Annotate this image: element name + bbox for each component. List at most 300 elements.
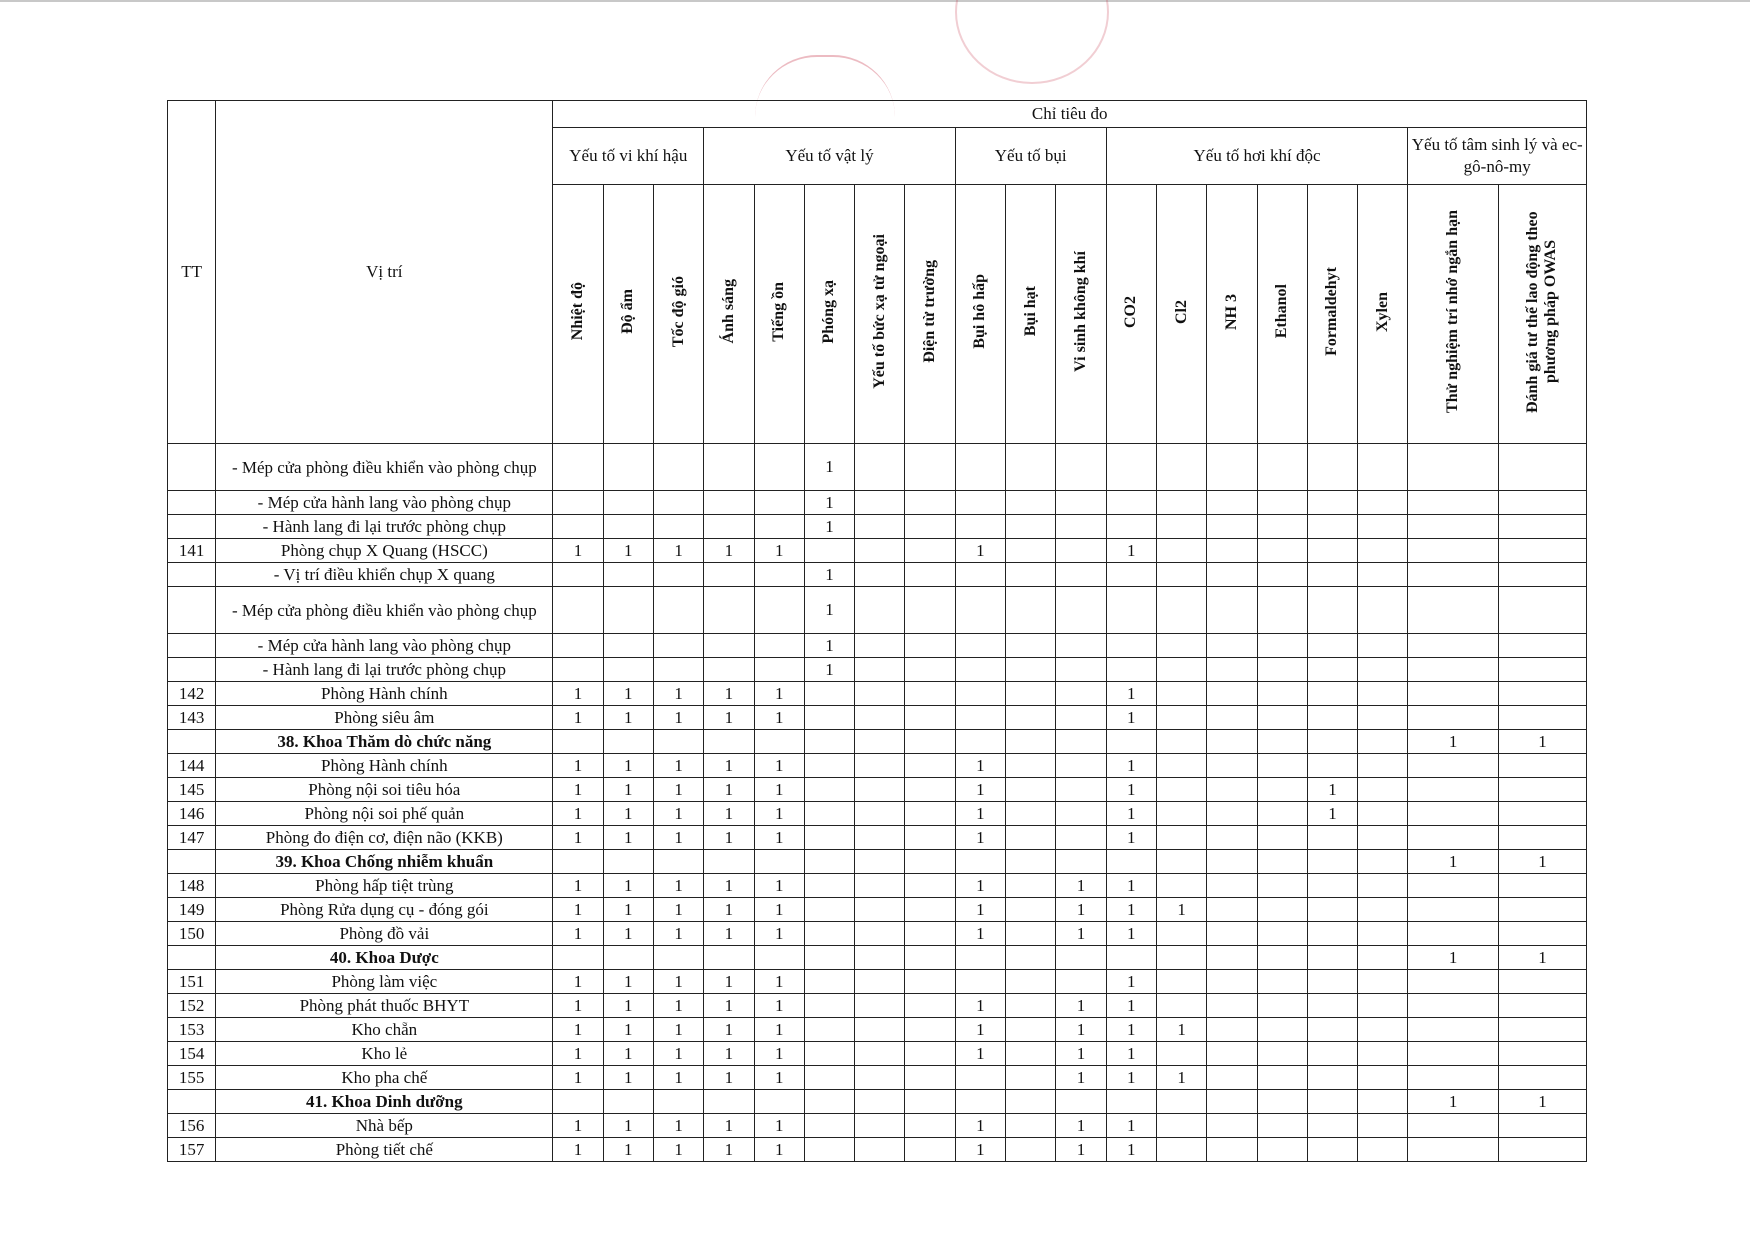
cell-mark <box>1307 491 1357 515</box>
cell-mark: 1 <box>553 1042 603 1066</box>
table-row <box>168 706 1587 730</box>
cell-mark <box>754 658 804 682</box>
row-tt: 147 <box>168 826 216 850</box>
cell-mark: 1 <box>553 778 603 802</box>
row-location: Phòng làm việc <box>216 970 553 994</box>
row-location: Phòng đồ vải <box>216 922 553 946</box>
row-location: Phòng tiết chế <box>216 1138 553 1162</box>
cell-mark <box>1056 730 1106 754</box>
cell-mark <box>1408 658 1499 682</box>
cell-mark <box>1307 1114 1357 1138</box>
cell-mark <box>1006 1042 1056 1066</box>
cell-mark <box>653 1090 703 1114</box>
cell-mark <box>855 491 905 515</box>
row-location: 39. Khoa Chống nhiễm khuẩn <box>216 850 553 874</box>
cell-mark <box>905 491 955 515</box>
header-column-label: Bụi hạt <box>1021 286 1039 337</box>
cell-mark <box>1307 1090 1357 1114</box>
cell-mark <box>804 826 854 850</box>
cell-mark <box>855 898 905 922</box>
cell-mark: 1 <box>653 922 703 946</box>
table-row <box>168 444 1587 491</box>
cell-mark: 1 <box>704 778 754 802</box>
row-tt: 148 <box>168 874 216 898</box>
cell-mark <box>1498 826 1586 850</box>
cell-mark <box>1257 587 1307 634</box>
cell-mark <box>1498 444 1586 491</box>
cell-mark: 1 <box>955 874 1005 898</box>
table-row <box>168 778 1587 802</box>
cell-mark: 1 <box>704 706 754 730</box>
cell-mark <box>1106 658 1156 682</box>
cell-mark: 1 <box>553 1018 603 1042</box>
cell-mark <box>1207 802 1257 826</box>
cell-mark <box>704 515 754 539</box>
cell-mark <box>603 658 653 682</box>
cell-mark <box>1056 444 1106 491</box>
cell-mark: 1 <box>1498 850 1586 874</box>
cell-mark <box>1358 802 1408 826</box>
cell-mark <box>804 1042 854 1066</box>
cell-mark <box>1257 1042 1307 1066</box>
cell-mark <box>1207 994 1257 1018</box>
row-tt <box>168 634 216 658</box>
row-tt: 143 <box>168 706 216 730</box>
row-location: 40. Khoa Dược <box>216 946 553 970</box>
row-location: Phòng Rửa dụng cụ - đóng gói <box>216 898 553 922</box>
cell-mark <box>1156 1114 1206 1138</box>
row-tt: 156 <box>168 1114 216 1138</box>
cell-mark <box>804 754 854 778</box>
cell-mark <box>1056 754 1106 778</box>
cell-mark <box>804 730 854 754</box>
row-tt <box>168 1090 216 1114</box>
cell-mark <box>1106 491 1156 515</box>
cell-mark <box>1307 850 1357 874</box>
cell-mark <box>1358 1066 1408 1090</box>
table-row <box>168 682 1587 706</box>
cell-mark <box>855 563 905 587</box>
cell-mark <box>1408 994 1499 1018</box>
page-top-border <box>0 0 1750 2</box>
cell-mark <box>653 634 703 658</box>
cell-mark: 1 <box>653 1042 703 1066</box>
header-column-label: Ánh sáng <box>719 279 737 344</box>
cell-mark <box>1207 706 1257 730</box>
cell-mark: 1 <box>1498 946 1586 970</box>
cell-mark <box>955 587 1005 634</box>
cell-mark <box>905 706 955 730</box>
cell-mark: 1 <box>955 922 1005 946</box>
row-location: Phòng Hành chính <box>216 754 553 778</box>
cell-mark <box>1358 444 1408 491</box>
cell-mark: 1 <box>1056 994 1106 1018</box>
table-row <box>168 1018 1587 1042</box>
cell-mark <box>1408 1066 1499 1090</box>
cell-mark <box>1498 1114 1586 1138</box>
row-tt <box>168 515 216 539</box>
cell-mark: 1 <box>1106 826 1156 850</box>
cell-mark <box>754 634 804 658</box>
cell-mark <box>1006 826 1056 850</box>
header-column-label: Bụi hô hấp <box>971 274 989 349</box>
row-tt: 142 <box>168 682 216 706</box>
cell-mark <box>804 1090 854 1114</box>
cell-mark <box>855 970 905 994</box>
cell-mark <box>1498 922 1586 946</box>
cell-mark <box>855 802 905 826</box>
cell-mark: 1 <box>603 706 653 730</box>
table-row <box>168 970 1587 994</box>
cell-mark <box>955 444 1005 491</box>
cell-mark <box>855 587 905 634</box>
cell-mark <box>1307 563 1357 587</box>
cell-mark <box>1156 539 1206 563</box>
table-row <box>168 1042 1587 1066</box>
cell-mark <box>1358 1042 1408 1066</box>
cell-mark <box>1156 994 1206 1018</box>
cell-mark: 1 <box>754 1066 804 1090</box>
cell-mark: 1 <box>653 1138 703 1162</box>
header-column <box>603 185 653 444</box>
cell-mark <box>1106 850 1156 874</box>
cell-mark <box>1358 706 1408 730</box>
header-column <box>804 185 854 444</box>
row-tt: 157 <box>168 1138 216 1162</box>
cell-mark <box>1006 706 1056 730</box>
cell-mark: 1 <box>653 778 703 802</box>
cell-mark <box>1006 778 1056 802</box>
cell-mark <box>1358 826 1408 850</box>
cell-mark <box>855 1138 905 1162</box>
row-tt <box>168 658 216 682</box>
cell-mark <box>553 658 603 682</box>
cell-mark <box>1358 898 1408 922</box>
cell-mark <box>1498 898 1586 922</box>
cell-mark: 1 <box>1056 1018 1106 1042</box>
cell-mark <box>804 539 854 563</box>
cell-mark <box>1498 1042 1586 1066</box>
cell-mark: 1 <box>1498 1090 1586 1114</box>
cell-mark <box>1106 444 1156 491</box>
cell-mark <box>1106 634 1156 658</box>
cell-mark: 1 <box>704 922 754 946</box>
cell-mark <box>1498 491 1586 515</box>
header-column-label: Cl2 <box>1172 299 1190 324</box>
table-header <box>168 101 1587 444</box>
row-location: Kho lẻ <box>216 1042 553 1066</box>
cell-mark <box>1257 563 1307 587</box>
table-row <box>168 587 1587 634</box>
cell-mark: 1 <box>603 778 653 802</box>
cell-mark <box>1156 491 1206 515</box>
row-location: Phòng hấp tiệt trùng <box>216 874 553 898</box>
cell-mark: 1 <box>603 874 653 898</box>
cell-mark <box>855 1018 905 1042</box>
cell-mark <box>905 946 955 970</box>
row-location: Phòng siêu âm <box>216 706 553 730</box>
cell-mark <box>804 970 854 994</box>
cell-mark <box>1307 1042 1357 1066</box>
cell-mark <box>905 874 955 898</box>
cell-mark <box>1006 539 1056 563</box>
cell-mark <box>855 539 905 563</box>
cell-mark: 1 <box>704 1018 754 1042</box>
cell-mark <box>855 946 905 970</box>
cell-mark: 1 <box>1106 1042 1156 1066</box>
cell-mark: 1 <box>1307 802 1357 826</box>
row-location: - Mép cửa phòng điều khiển vào phòng chụp <box>216 587 553 634</box>
cell-mark: 1 <box>603 1018 653 1042</box>
cell-mark <box>905 658 955 682</box>
cell-mark <box>1006 754 1056 778</box>
cell-mark: 1 <box>754 970 804 994</box>
row-tt <box>168 491 216 515</box>
table-row <box>168 515 1587 539</box>
cell-mark: 1 <box>1408 1090 1499 1114</box>
cell-mark <box>1358 491 1408 515</box>
cell-mark <box>1006 922 1056 946</box>
cell-mark: 1 <box>704 1138 754 1162</box>
cell-mark <box>1156 778 1206 802</box>
row-tt: 155 <box>168 1066 216 1090</box>
cell-mark <box>1207 658 1257 682</box>
cell-mark <box>804 1138 854 1162</box>
cell-mark <box>1257 850 1307 874</box>
cell-mark <box>1307 444 1357 491</box>
cell-mark <box>1408 563 1499 587</box>
cell-mark <box>1257 778 1307 802</box>
cell-mark: 1 <box>1056 922 1106 946</box>
cell-mark <box>1006 994 1056 1018</box>
cell-mark <box>1207 1138 1257 1162</box>
cell-mark <box>1358 634 1408 658</box>
cell-mark: 1 <box>704 874 754 898</box>
cell-mark <box>1056 706 1106 730</box>
cell-mark <box>1156 730 1206 754</box>
table-row <box>168 922 1587 946</box>
cell-mark: 1 <box>1307 778 1357 802</box>
cell-mark <box>1056 682 1106 706</box>
header-column-label: Vi sinh không khí <box>1071 251 1089 372</box>
cell-mark: 1 <box>653 898 703 922</box>
cell-mark <box>1056 802 1106 826</box>
header-chi-tieu-do: Chỉ tiêu đo <box>553 101 1587 128</box>
cell-mark: 1 <box>955 539 1005 563</box>
cell-mark <box>1106 515 1156 539</box>
cell-mark <box>1207 491 1257 515</box>
cell-mark <box>1056 826 1106 850</box>
cell-mark <box>905 754 955 778</box>
cell-mark <box>1408 1018 1499 1042</box>
cell-mark: 1 <box>754 826 804 850</box>
cell-mark <box>553 587 603 634</box>
cell-mark <box>653 515 703 539</box>
cell-mark <box>905 898 955 922</box>
cell-mark <box>1207 946 1257 970</box>
cell-mark <box>1006 1018 1056 1042</box>
cell-mark <box>955 1090 1005 1114</box>
cell-mark <box>1358 874 1408 898</box>
cell-mark <box>1408 826 1499 850</box>
row-tt: 144 <box>168 754 216 778</box>
cell-mark <box>1056 634 1106 658</box>
cell-mark: 1 <box>553 1066 603 1090</box>
cell-mark <box>553 730 603 754</box>
cell-mark <box>1106 946 1156 970</box>
table-row <box>168 491 1587 515</box>
cell-mark <box>1358 1018 1408 1042</box>
cell-mark <box>1106 563 1156 587</box>
cell-mark <box>1006 1114 1056 1138</box>
cell-mark <box>1006 898 1056 922</box>
cell-mark <box>1207 1042 1257 1066</box>
cell-mark <box>1006 1090 1056 1114</box>
header-column-label: Thử nghiệm trí nhớ ngắn hạn <box>1444 210 1462 413</box>
cell-mark <box>1207 874 1257 898</box>
cell-mark <box>1257 898 1307 922</box>
cell-mark <box>1358 563 1408 587</box>
header-column-label: Nhiệt độ <box>569 282 586 341</box>
cell-mark <box>905 563 955 587</box>
row-location: Phòng Hành chính <box>216 682 553 706</box>
cell-mark <box>1408 754 1499 778</box>
cell-mark <box>603 515 653 539</box>
cell-mark <box>653 563 703 587</box>
cell-mark <box>653 730 703 754</box>
cell-mark <box>1106 587 1156 634</box>
cell-mark <box>1056 539 1106 563</box>
cell-mark <box>1408 778 1499 802</box>
row-tt <box>168 587 216 634</box>
cell-mark <box>1257 922 1307 946</box>
cell-mark <box>804 850 854 874</box>
cell-mark <box>1358 730 1408 754</box>
cell-mark <box>1207 778 1257 802</box>
row-tt: 151 <box>168 970 216 994</box>
cell-mark: 1 <box>955 898 1005 922</box>
cell-mark <box>1408 922 1499 946</box>
cell-mark <box>1006 444 1056 491</box>
header-column <box>653 185 703 444</box>
red-stamp-circle <box>955 0 1109 84</box>
cell-mark: 1 <box>754 898 804 922</box>
row-location: 41. Khoa Dinh dưỡng <box>216 1090 553 1114</box>
cell-mark <box>804 1114 854 1138</box>
cell-mark <box>1207 1066 1257 1090</box>
cell-mark <box>1358 754 1408 778</box>
cell-mark <box>1408 1114 1499 1138</box>
cell-mark <box>1056 778 1106 802</box>
header-column <box>1257 185 1307 444</box>
cell-mark <box>1498 754 1586 778</box>
cell-mark: 1 <box>1106 898 1156 922</box>
cell-mark: 1 <box>704 754 754 778</box>
row-tt: 150 <box>168 922 216 946</box>
cell-mark <box>603 850 653 874</box>
cell-mark <box>955 946 1005 970</box>
cell-mark: 1 <box>603 826 653 850</box>
cell-mark: 1 <box>754 754 804 778</box>
cell-mark: 1 <box>603 802 653 826</box>
cell-mark <box>553 634 603 658</box>
header-column <box>1056 185 1106 444</box>
cell-mark <box>804 682 854 706</box>
cell-mark <box>1207 1018 1257 1042</box>
measurement-table <box>167 100 1587 1162</box>
cell-mark: 1 <box>553 802 603 826</box>
cell-mark: 1 <box>653 802 703 826</box>
row-tt: 152 <box>168 994 216 1018</box>
cell-mark: 1 <box>1056 1066 1106 1090</box>
cell-mark <box>1257 682 1307 706</box>
cell-mark <box>1156 706 1206 730</box>
table-row <box>168 754 1587 778</box>
cell-mark <box>1056 970 1106 994</box>
cell-mark <box>754 491 804 515</box>
cell-mark: 1 <box>1498 730 1586 754</box>
cell-mark <box>1358 922 1408 946</box>
cell-mark <box>955 563 1005 587</box>
cell-mark <box>1257 874 1307 898</box>
cell-mark <box>855 778 905 802</box>
cell-mark <box>704 563 754 587</box>
cell-mark <box>1498 1018 1586 1042</box>
row-tt: 153 <box>168 1018 216 1042</box>
cell-mark <box>905 802 955 826</box>
header-vi-tri: Vị trí <box>216 101 553 444</box>
cell-mark <box>855 1090 905 1114</box>
cell-mark <box>955 634 1005 658</box>
cell-mark <box>1207 922 1257 946</box>
cell-mark <box>1257 1138 1307 1162</box>
cell-mark <box>955 706 1005 730</box>
header-column-label: Điện từ trường <box>921 260 939 363</box>
cell-mark <box>1156 1042 1206 1066</box>
cell-mark <box>804 1018 854 1042</box>
cell-mark <box>1307 946 1357 970</box>
cell-mark: 1 <box>603 1066 653 1090</box>
cell-mark <box>553 563 603 587</box>
cell-mark <box>905 587 955 634</box>
table-row <box>168 563 1587 587</box>
cell-mark <box>1106 1090 1156 1114</box>
cell-mark <box>1257 706 1307 730</box>
cell-mark: 1 <box>1106 1114 1156 1138</box>
cell-mark <box>1056 515 1106 539</box>
cell-mark <box>1307 994 1357 1018</box>
cell-mark: 1 <box>955 826 1005 850</box>
cell-mark <box>1006 874 1056 898</box>
cell-mark <box>1207 754 1257 778</box>
cell-mark <box>1207 634 1257 658</box>
header-group: Yếu tố vi khí hậu <box>553 128 704 185</box>
cell-mark: 1 <box>1408 946 1499 970</box>
cell-mark <box>955 515 1005 539</box>
cell-mark <box>905 444 955 491</box>
cell-mark <box>855 658 905 682</box>
cell-mark <box>905 922 955 946</box>
cell-mark <box>855 922 905 946</box>
cell-mark <box>855 706 905 730</box>
row-tt: 149 <box>168 898 216 922</box>
cell-mark <box>1257 1066 1307 1090</box>
cell-mark <box>1358 994 1408 1018</box>
header-group: Yếu tố vật lý <box>704 128 955 185</box>
cell-mark <box>1307 754 1357 778</box>
row-location: - Hành lang đi lại trước phòng chụp <box>216 658 553 682</box>
cell-mark: 1 <box>754 706 804 730</box>
